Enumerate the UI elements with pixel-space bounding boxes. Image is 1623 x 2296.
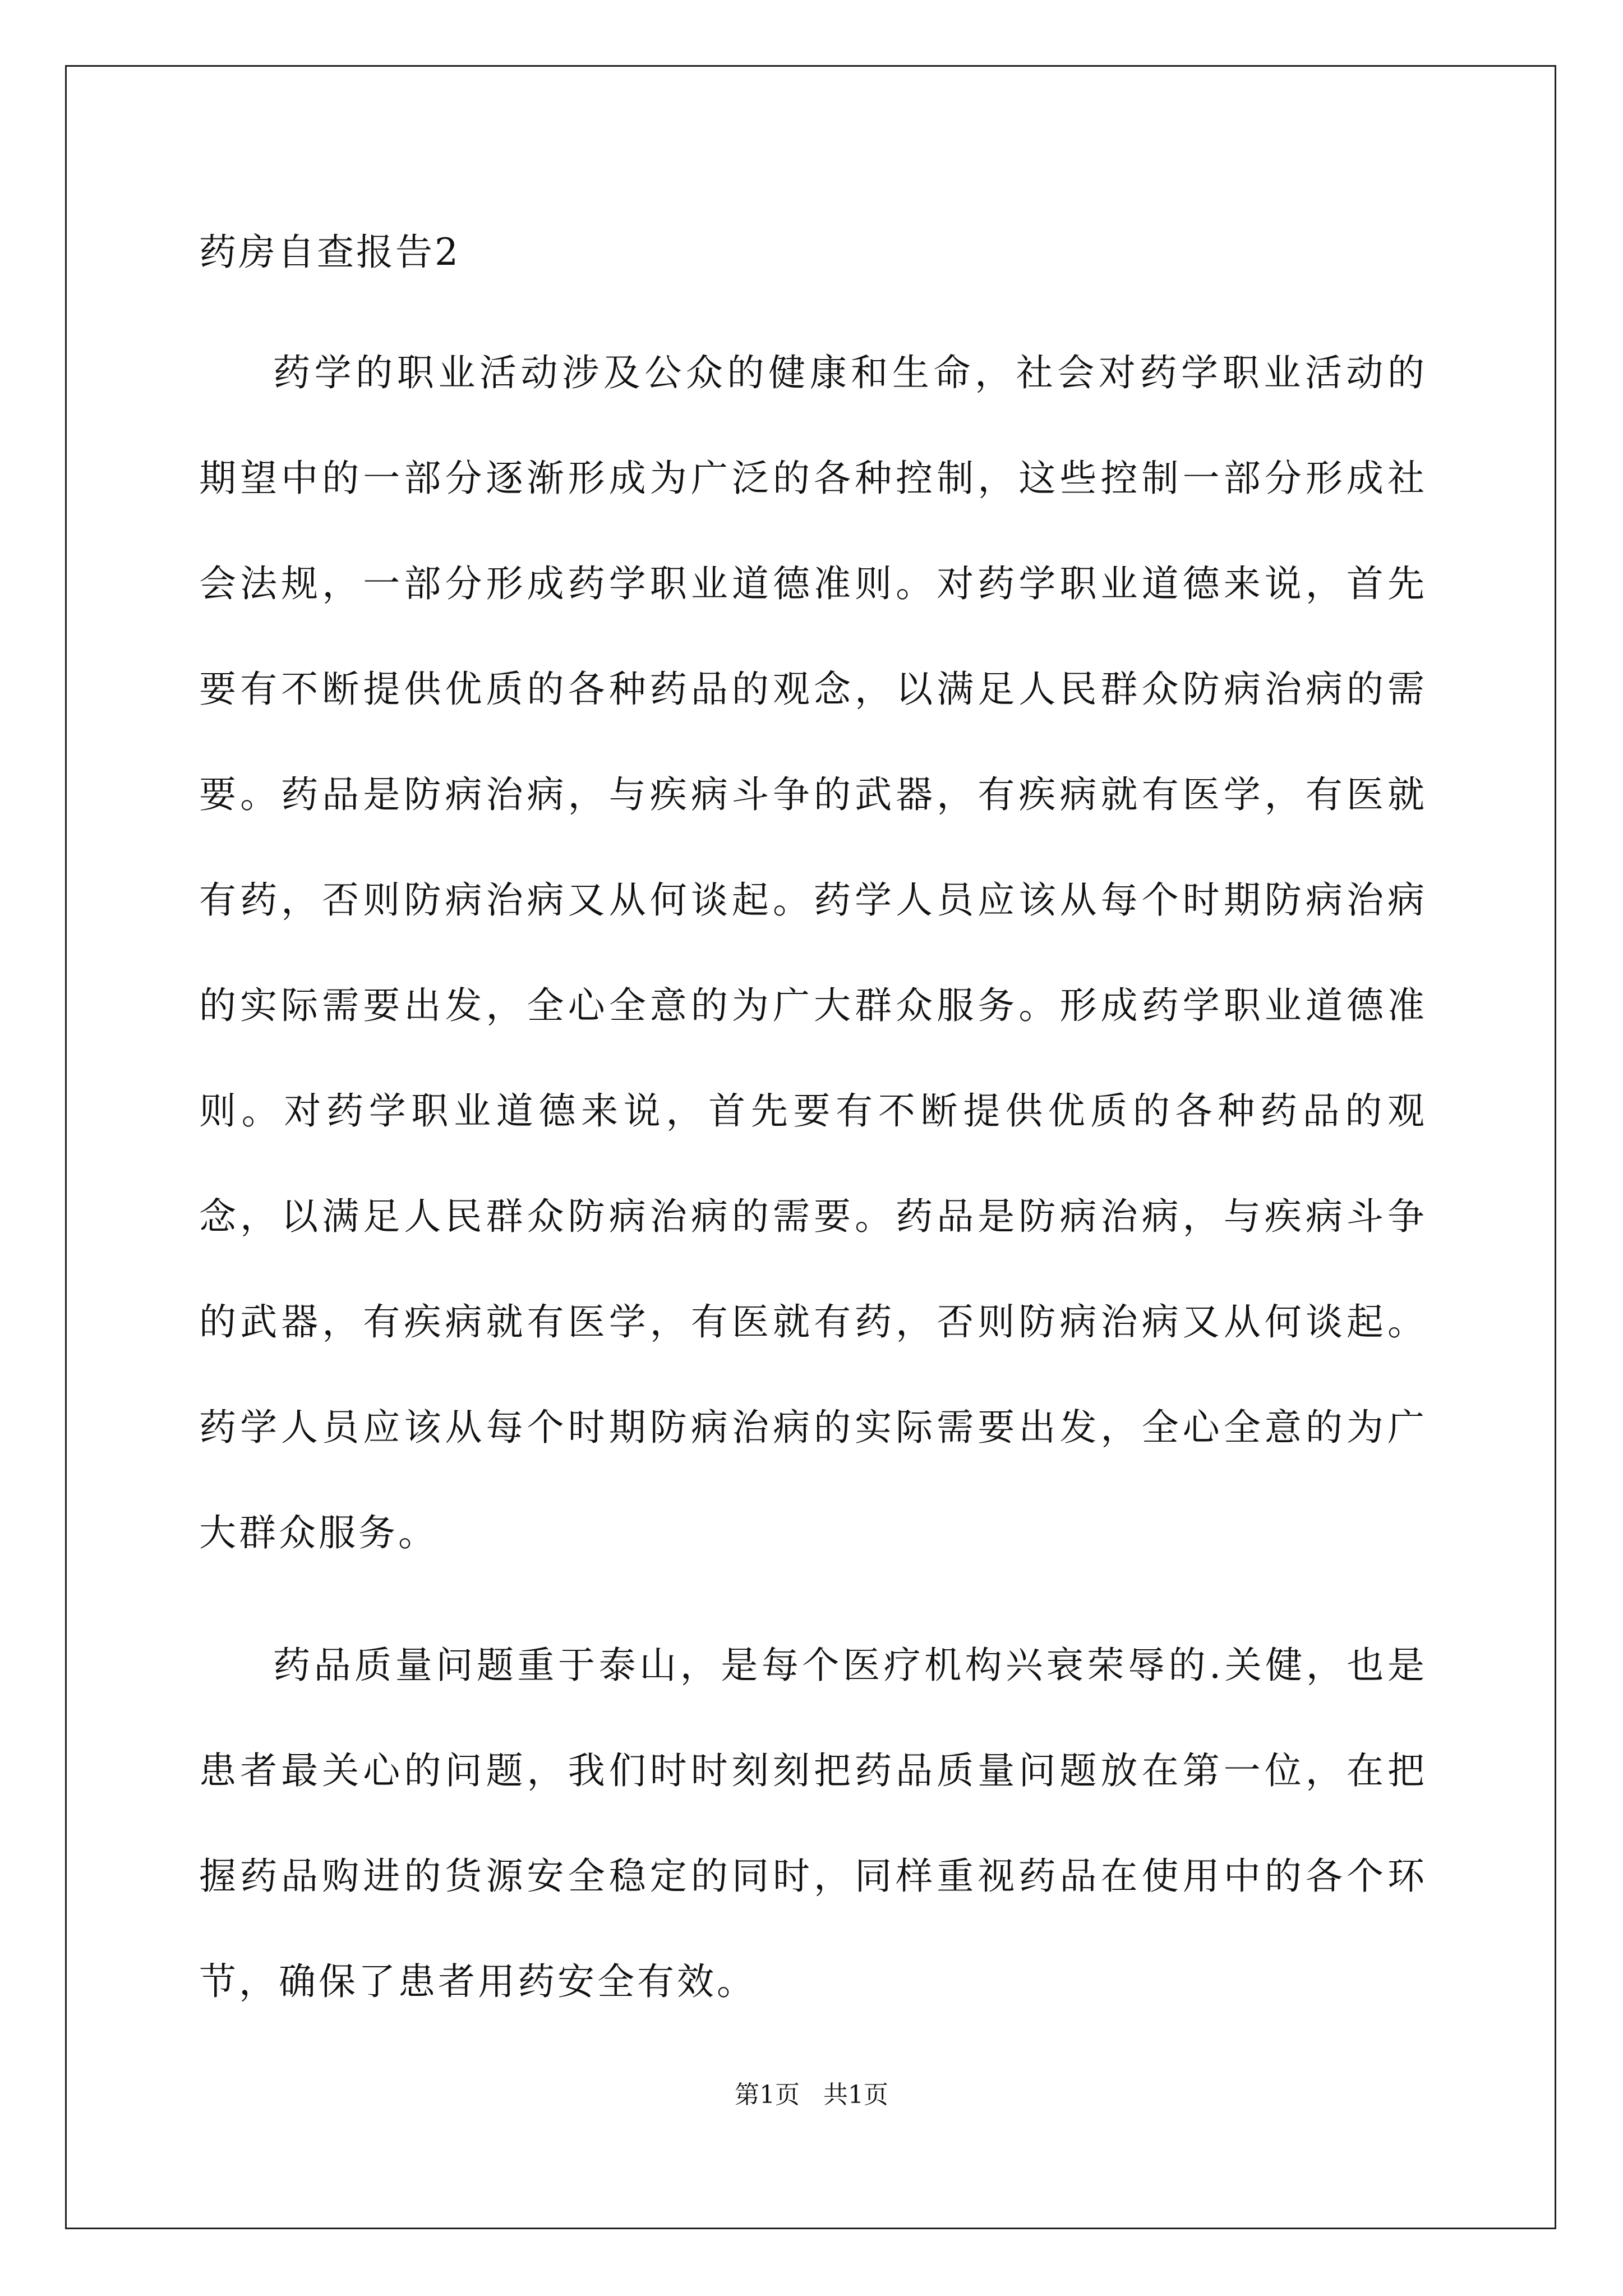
paragraph-1: 药学的职业活动涉及公众的健康和生命，社会对药学职业活动的期望中的一部分逐渐形成为广泛的各种控制，这些控制一部分形成社会法规，一部分形成药学职业道德准则。对药学职业道德来说，首先要有不断提供优质的各种药品的观念，以满足人民群众防病治病的需要。药品是防病治病，与疾病斗争的武器，有疾病就有医学，有医就有药，否则防病治病又从何谈起。药学人员应该从每个时期防病治病的实际需要出发，全心全意的为广大群众服务。形成药学职业道德准则。对药学职业道德来说，首先要有不断提供优质的各种药品的观念，以满足人民群众防病治病的需要。药品是防病治病，与疾病斗争的武器，有疾病就有医学，有医就有药，否则防病治病又从何谈起。药学人员应该从每个时期防病治病的实际需要出发，全心全意的为广大群众服务。 [199, 351, 1427, 1554]
document-body [199, 222, 1427, 2062]
page-footer: 第1页 共1页 [735, 2081, 888, 2109]
paragraph-2: 药品质量问题重于泰山，是每个医疗机构兴衰荣辱的.关健，也是患者最关心的问题，我们时时刻刻把药品质量问题放在第一位，在把握药品购进的货源安全稳定的同时，同样重视药品在使用中的各个环节，确保了患者用药安全有效。 [199, 1644, 1427, 2003]
document-title: 药房自查报告2 [199, 231, 460, 274]
